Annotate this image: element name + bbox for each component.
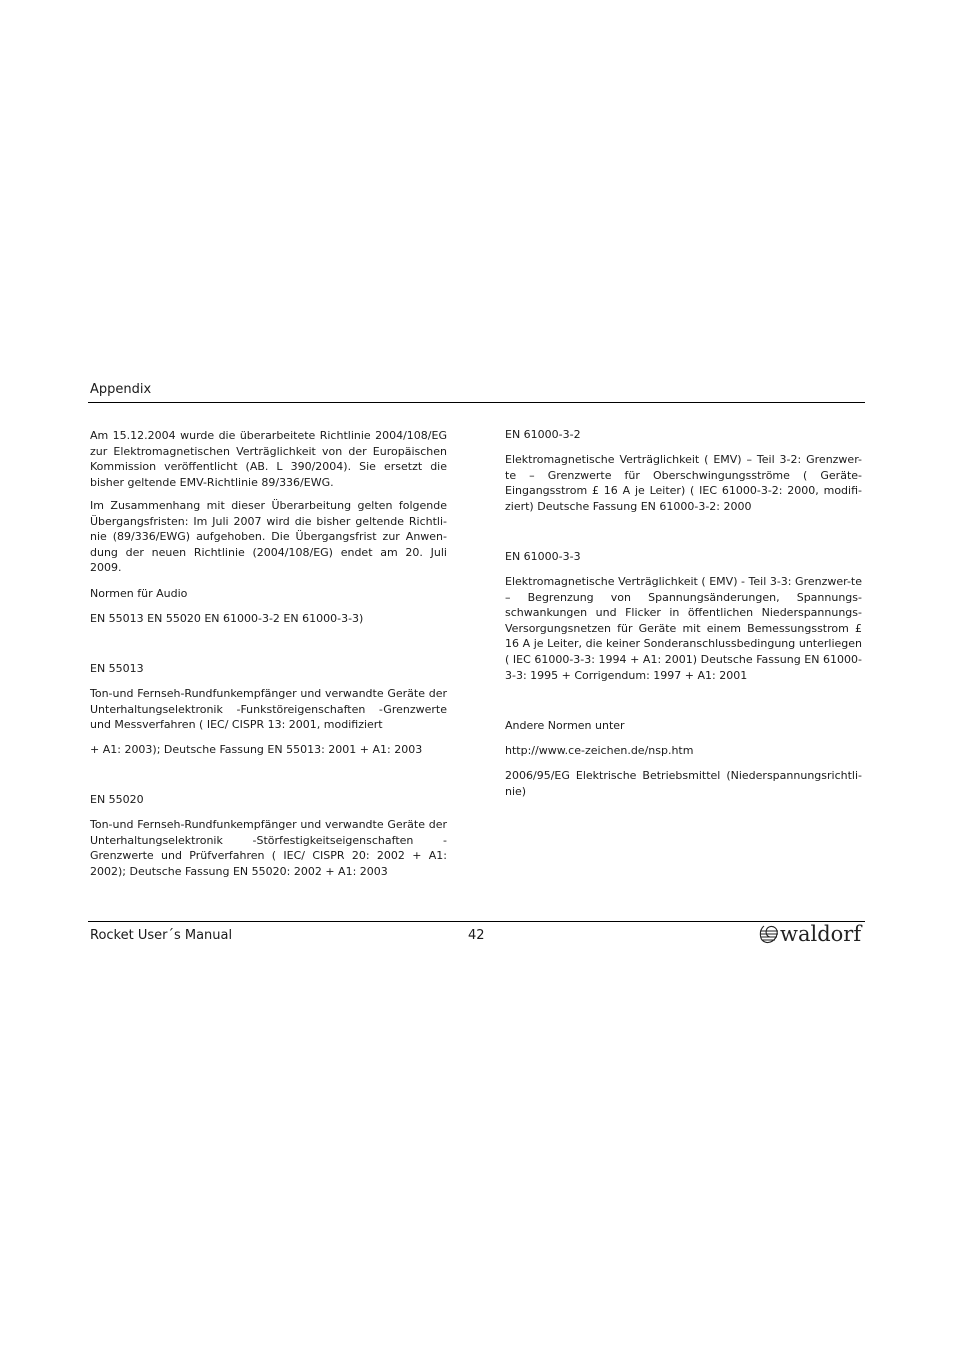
norms-url-link[interactable]: http://www.ce-zeichen.de/nsp.htm <box>505 744 694 757</box>
transition-paragraph: Im Zusammenhang mit dieser Überarbeitung gelten folgende Übergangsfristen: Im Juli 2007 wird die bisher geltende Richtli-nie (89/336/EWG) aufgehoben. Die Übergangsfrist zur Anwen-dung der neuen Richtlinie (2004/108/EG) endet am 20. Juli 2009. <box>90 499 447 575</box>
footer-rule <box>88 921 865 922</box>
en55020-heading: EN 55020 <box>90 793 144 806</box>
intro-paragraph: Am 15.12.2004 wurde die überarbeitete Richtlinie 2004/108/EG zur Elektromagnetischen Verträglichkeit von der Europäischen Kommission veröffentlicht (AB. L 390/2004). Sie ersetzt die bisher geltende EMV-Richtlinie 89/336/EWG. <box>90 429 447 489</box>
audio-norms-heading: Normen für Audio <box>90 587 188 600</box>
en61000-3-2-heading: EN 61000-3-2 <box>505 428 581 441</box>
low-voltage-directive: 2006/95/EG Elektrische Betriebsmittel (Niederspannungsrichtli-nie) <box>505 769 862 798</box>
manual-title: Rocket User´s Manual <box>90 928 233 943</box>
en61000-3-3-description: Elektromagnetische Verträglichkeit ( EMV) - Teil 3-3: Grenzwer-te – Begrenzung von Spannungsänderungen, Spannungs-schwankungen und Flicker in öffentlichen Niederspannungs-Versorgungsnetzen für Geräte mit einem Bemessungsstrom £ 16 A je Leiter, die keiner Sonderanschlussbedingung unterliegen ( IEC 61000-3-3: 1994 + A1: 2001) Deutsche Fassung EN 61000-3-3: 1995 + Corrigendum: 1997 + A1: 2001 <box>505 575 862 682</box>
waldorf-swirl-icon <box>760 926 778 943</box>
en55013-amendment: + A1: 2003); Deutsche Fassung EN 55013: 2001 + A1: 2003 <box>90 743 423 756</box>
waldorf-logo-text: waldorf <box>780 922 862 946</box>
en61000-3-3-heading: EN 61000-3-3 <box>505 550 581 563</box>
page-number: 42 <box>468 928 485 943</box>
audio-norms-list: EN 55013 EN 55020 EN 61000-3-2 EN 61000-3-3) <box>90 612 364 625</box>
section-header: Appendix <box>90 382 152 397</box>
other-norms-heading: Andere Normen unter <box>505 719 625 732</box>
header-rule <box>88 402 865 403</box>
waldorf-logo <box>758 921 863 947</box>
en55020-description: Ton-und Fernseh-Rundfunkempfänger und verwandte Geräte der Unterhaltungselektronik -Störfestigkeitseigenschaften -Grenzwerte und Prüfverfahren ( IEC/ CISPR 20: 2002 + A1: 2002); Deutsche Fassung EN 55020: 2002 + A1: 2003 <box>90 818 447 878</box>
en55013-description: Ton-und Fernseh-Rundfunkempfänger und verwandte Geräte der Unterhaltungselektronik -Funkstöreigenschaften -Grenzwerte und Messverfahren ( IEC/ CISPR 13: 2001, modifiziert <box>90 687 447 732</box>
en61000-3-2-description: Elektromagnetische Verträglichkeit ( EMV) – Teil 3-2: Grenzwer-te – Grenzwerte für Oberschwingungsströme ( Geräte-Eingangsstrom £ 16 A je Leiter) ( IEC 61000-3-2: 2000, modifi-ziert) Deutsche Fassung EN 61000-3-2: 2000 <box>505 453 862 513</box>
en55013-heading: EN 55013 <box>90 662 144 675</box>
